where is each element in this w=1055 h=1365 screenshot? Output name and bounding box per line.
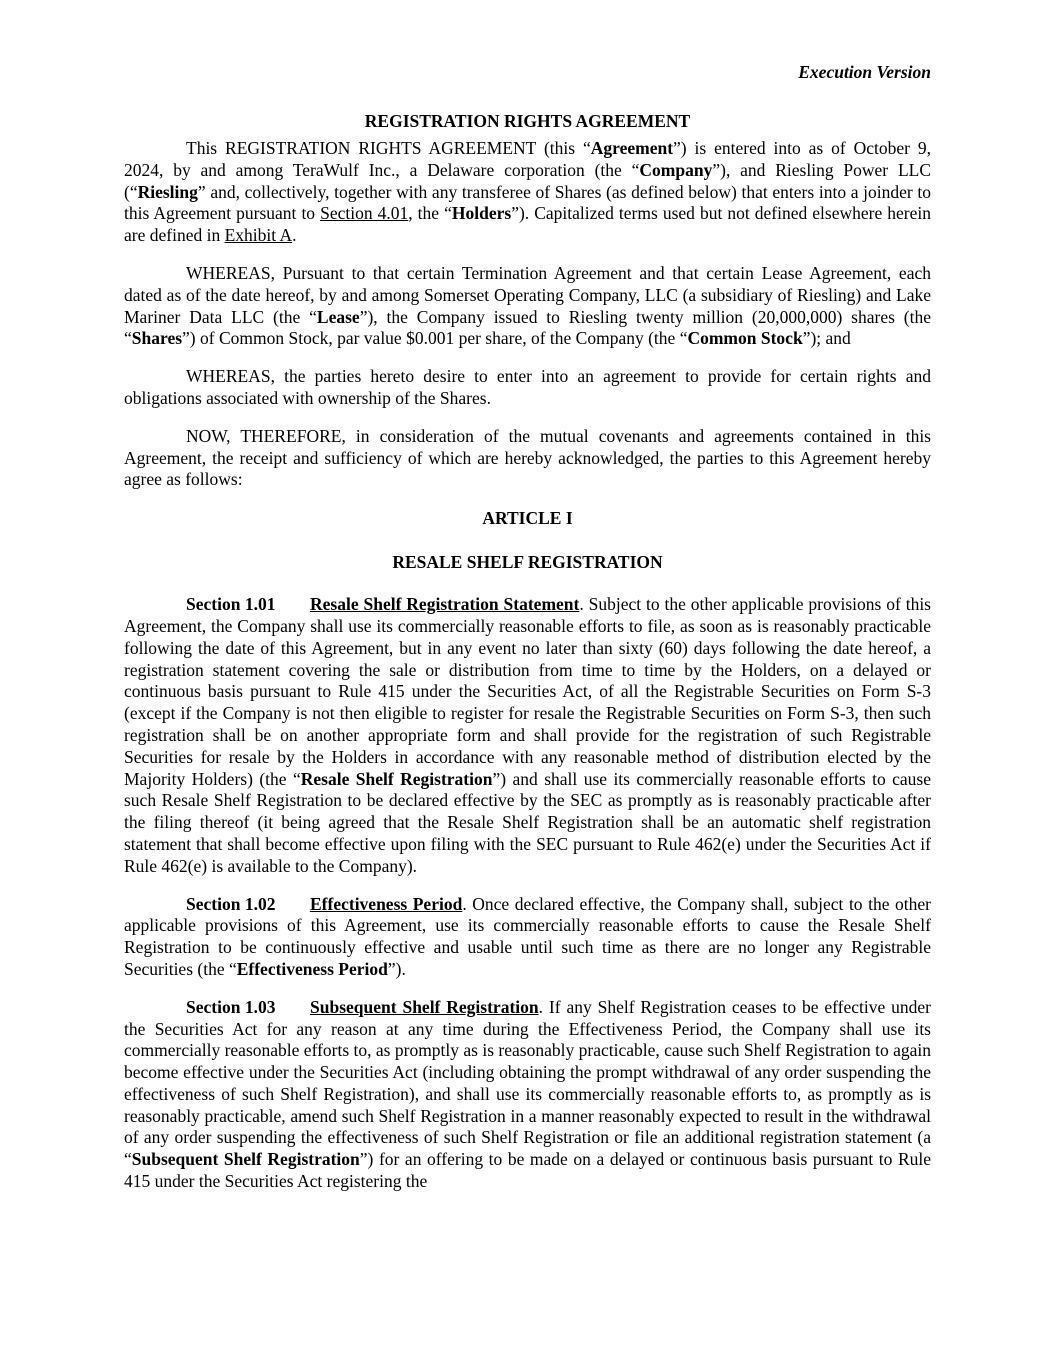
text-run: ”) for an offering to be made on a delayed or continuous basis pursuant to Rule 415 under the Securities Act registering the	[124, 1149, 931, 1192]
text-run: ”). Capitalized terms used but not defined elsewhere herein are defined in	[124, 203, 931, 246]
text-run: ”) of Common Stock, par value $0.001 per share, of the Company (the “	[182, 328, 688, 349]
defined-term-agreement: Agreement	[590, 138, 674, 158]
section-title: Resale Shelf Registration Statement	[310, 594, 580, 615]
defined-term-common-stock: Common Stock	[687, 328, 803, 349]
text-run: ”), the Company issued to Riesling twenty million (20,000,000) shares (the “	[124, 306, 931, 349]
text-run: ”) is entered into as of October 9, 2024, by and among TeraWulf Inc., a Delaware corporation (the “	[124, 138, 931, 180]
text-run: . Subject to the other applicable provisions of this Agreement, the Company shall use its commercially reasonable efforts to file, as soon as is reasonably practicable following the date of this Agreement, but in any event no later than sixty (60) days following the date hereof, a registration statement covering the sale or distribution from time to time by the Holders, on a delayed or continuous basis pursuant to Rule 415 under the Securities Act, of all the Registrable Securities on Form S-3 (except if the Company is not then eligible to register for resale the Registrable Securities on Form S-3, then such registration shall be on another appropriate form and shall provide for the registration of such Registrable Securities for resale by the Holders in accordance with any reasonable method of distribution elected by the Majority Holders) (the “	[124, 594, 931, 789]
defined-term-shares: Shares	[131, 328, 183, 349]
text-run: ” and, collectively, together with any transferee of Shares (as defined below) that enters into a joinder to this Agreement pursuant to	[124, 181, 931, 224]
defined-term-lease: Lease	[316, 306, 360, 327]
defined-term-subsequent-shelf-registration: Subsequent Shelf Registration	[131, 1149, 360, 1170]
section-title: Subsequent Shelf Registration	[310, 996, 539, 1017]
text-run: .	[292, 225, 297, 246]
section-number: Section 1.01	[186, 594, 276, 615]
exhibit-a-reference: Exhibit A	[224, 225, 293, 246]
text-run: . Once declared effective, the Company shall, subject to the other applicable provisions of this Agreement, use its commercially reasonable efforts to cause the Resale Shelf Registration to be continuously effective and usable until such time as there are no longer any Registrable Securities (the “	[124, 893, 931, 979]
defined-term-holders: Holders	[451, 203, 512, 224]
text-run: , the “	[408, 203, 452, 224]
intro-paragraph	[124, 138, 931, 247]
text-run: ”).	[387, 958, 406, 979]
text-run: . If any Shelf Registration ceases to be effective under the Securities Act for any reason at any time during the Effectiveness Period, the Company shall use its commercially reasonable efforts to, as promptly as is reasonably practicable, cause such Shelf Registration to again become effective under the Securities Act (including obtaining the prompt withdrawal of any order suspending the effectiveness of such Shelf Registration), and shall use its commercially reasonable efforts to, as promptly as is reasonably practicable, amend such Shelf Registration in a manner reasonably expected to result in the withdrawal of any order suspending the effectiveness of such Shelf Registration or file an additional registration statement (a “	[124, 996, 931, 1170]
section-1-02	[124, 894, 931, 981]
text-run: ”) and shall use its commercially reasonable efforts to cause such Resale Shelf Registration to be declared effective by the SEC as promptly as is reasonably practicable after the filing thereof (it being agreed that the Resale Shelf Registration shall be an automatic shelf registration statement that shall become effective upon filing with the SEC pursuant to Rule 462(e) under the Securities Act if Rule 462(e) is available to the Company).	[124, 768, 931, 876]
section-1-01	[124, 594, 931, 877]
section-4-01-reference: Section 4.01	[320, 203, 409, 224]
defined-term-resale-shelf-registration: Resale Shelf Registration	[300, 768, 493, 789]
execution-version-label: Execution Version	[798, 62, 931, 82]
text-run: This REGISTRATION RIGHTS AGREEMENT (this “	[186, 138, 591, 158]
whereas-paragraph-2: WHEREAS, the parties hereto desire to enter into an agreement to provide for certain rights and obligations associated with ownership of the Shares.	[124, 366, 931, 408]
text-run: WHEREAS, Pursuant to that certain Termination Agreement and that certain Lease Agreement, each dated as of the date hereof, by and among Somerset Operating Company, LLC (a subsidiary of Riesling) and Lake Mariner Data LLC (the “	[124, 262, 931, 327]
section-1-03	[124, 997, 931, 1193]
defined-term-riesling: Riesling	[137, 181, 198, 202]
article-number: ARTICLE I	[482, 508, 573, 529]
text-run: ”), and Riesling Power LLC (“	[124, 159, 932, 202]
section-number: Section 1.02	[186, 893, 276, 914]
section-number: Section 1.03	[186, 996, 276, 1017]
whereas-paragraph-1	[124, 263, 931, 350]
document-title: REGISTRATION RIGHTS AGREEMENT	[364, 111, 691, 131]
section-title: Effectiveness Period	[310, 893, 463, 914]
defined-term-company: Company	[639, 159, 713, 180]
now-therefore-paragraph: NOW, THEREFORE, in consideration of the mutual covenants and agreements contained in this Agreement, the receipt and sufficiency of which are hereby acknowledged, the parties to this Agreement hereby agree as follows:	[124, 425, 931, 490]
defined-term-effectiveness-period: Effectiveness Period	[236, 958, 388, 979]
text-run: ”); and	[802, 328, 851, 349]
article-title: RESALE SHELF REGISTRATION	[392, 552, 663, 573]
